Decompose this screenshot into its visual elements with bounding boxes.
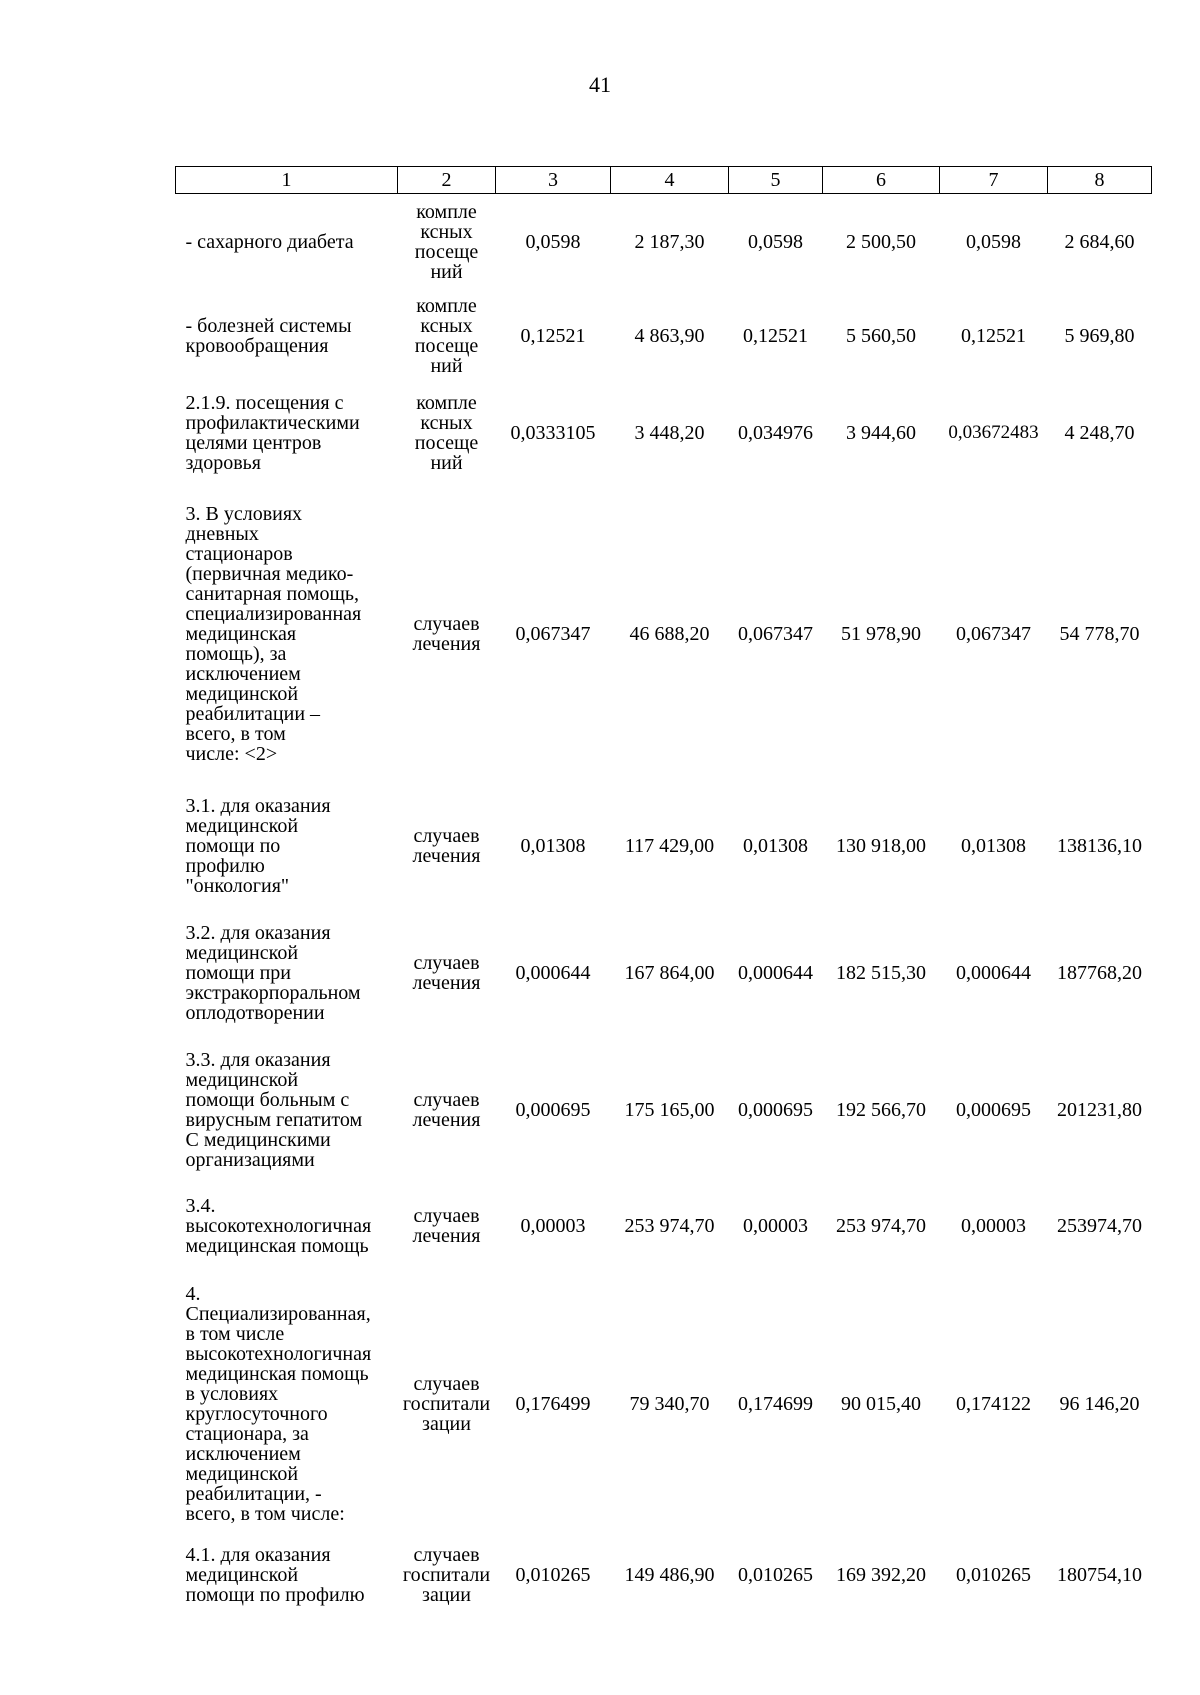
value-cell: 0,000644 — [956, 961, 1031, 984]
value-cell: 0,12521 — [520, 324, 586, 347]
value-cell: 0,0333105 — [510, 421, 596, 444]
value-cell: 0,174122 — [956, 1392, 1031, 1415]
column-header: 1 — [176, 167, 398, 194]
value-cell: 54 778,70 — [1059, 622, 1140, 645]
column-header: 5 — [729, 167, 823, 194]
value-cell: 0,034976 — [738, 421, 813, 444]
value-cell: 0,000695 — [956, 1098, 1031, 1121]
value-cell: 0,010265 — [515, 1563, 591, 1586]
column-header: 6 — [823, 167, 940, 194]
value-cell: 138136,10 — [1057, 835, 1142, 857]
table-row — [176, 1183, 1152, 1269]
unit-cell: компле ксных посеще ний — [414, 200, 479, 283]
column-header: 7 — [940, 167, 1048, 194]
column-header: 8 — [1048, 167, 1152, 194]
row-label: 3.3. для оказания медицинской помощи больным с вирусным гепатитом С медицинскими организациями — [185, 1048, 363, 1171]
unit-cell: компле ксных посеще ний — [414, 294, 479, 377]
row-label: 2.1.9. посещения с профилактическими целями центров здоровья — [185, 391, 360, 474]
header-row — [176, 167, 1152, 194]
value-cell: 0,0598 — [748, 230, 803, 253]
page-number: 41 — [589, 72, 611, 97]
value-cell: 169 392,20 — [836, 1563, 926, 1586]
value-cell: 0,067347 — [956, 622, 1031, 645]
value-cell: 79 340,70 — [629, 1392, 710, 1415]
value-cell: 201231,80 — [1057, 1098, 1142, 1121]
value-cell: 180754,10 — [1057, 1563, 1142, 1586]
value-cell: 253 974,70 — [836, 1214, 926, 1237]
value-cell: 2 500,50 — [846, 230, 916, 253]
value-cell: 3 944,60 — [846, 421, 916, 444]
row-label: 4.1. для оказания медицинской помощи по профилю — [185, 1543, 365, 1606]
value-cell: 4 248,70 — [1064, 421, 1135, 444]
value-cell: 253 974,70 — [624, 1214, 715, 1237]
value-cell: 182 515,30 — [836, 961, 926, 984]
table-row — [176, 484, 1152, 784]
value-cell: 2 187,30 — [634, 230, 705, 253]
value-cell: 192 566,70 — [836, 1098, 926, 1121]
unit-cell: случаев лечения — [412, 1088, 481, 1131]
table-row — [176, 382, 1152, 484]
column-header: 4 — [611, 167, 729, 194]
value-cell: 0,01308 — [743, 835, 808, 857]
value-cell: 167 864,00 — [624, 961, 715, 984]
value-cell: 0,067347 — [515, 622, 591, 645]
value-cell: 4 863,90 — [634, 324, 705, 347]
value-cell: 5 969,80 — [1064, 324, 1135, 347]
unit-cell: случаев госпитали зации — [402, 1372, 491, 1435]
value-cell: 117 429,00 — [624, 835, 715, 857]
value-cell: 0,000644 — [738, 961, 813, 984]
column-header: 3 — [496, 167, 611, 194]
value-cell: 175 165,00 — [624, 1098, 715, 1121]
value-cell: 90 015,40 — [841, 1392, 921, 1415]
table-row — [176, 784, 1152, 909]
value-cell: 0,00003 — [520, 1214, 586, 1237]
table-row — [176, 290, 1152, 382]
value-cell: 2 684,60 — [1064, 230, 1135, 253]
value-cell: 0,000695 — [738, 1098, 813, 1121]
value-cell: 130 918,00 — [836, 835, 926, 857]
value-cell: 253974,70 — [1057, 1214, 1142, 1237]
table-row — [176, 1037, 1152, 1183]
table-row — [176, 1269, 1152, 1539]
table-row — [176, 909, 1152, 1037]
value-cell: 0,010265 — [738, 1563, 813, 1586]
row-label: 4. Специализированная, в том числе высокотехнологичная медицинская помощь в условиях круглосуточного стационара, за исключением медицинской реабилитации, - всего, в том числе: — [185, 1282, 372, 1525]
value-cell: 187768,20 — [1057, 961, 1142, 984]
value-cell: 0,010265 — [956, 1563, 1031, 1586]
value-cell: 149 486,90 — [624, 1563, 715, 1586]
value-cell: 0,067347 — [738, 622, 813, 645]
value-cell: 0,176499 — [515, 1392, 591, 1415]
row-label: 3. В условиях дневных стационаров (первичная медико- санитарная помощь, специализированная медицинская помощь), за исключением медицинской реабилитации – всего, в том числе: <2> — [185, 502, 362, 765]
unit-cell: случаев лечения — [412, 951, 481, 994]
row-label: - болезней системы кровообращения — [185, 314, 352, 357]
row-label: 3.4. высокотехнологичная медицинская помощь — [185, 1194, 372, 1257]
value-cell: 3 448,20 — [634, 421, 705, 444]
value-cell: 0,000644 — [515, 961, 591, 984]
unit-cell: случаев лечения — [412, 825, 481, 867]
value-cell: 0,174699 — [738, 1392, 813, 1415]
value-cell: 0,00003 — [743, 1214, 808, 1237]
unit-cell: случаев лечения — [412, 1204, 481, 1247]
row-label: 3.2. для оказания медицинской помощи при экстракорпоральном оплодотворении — [185, 921, 361, 1024]
unit-cell: случаев госпитали зации — [402, 1543, 491, 1606]
value-cell: 96 146,20 — [1059, 1392, 1140, 1415]
data-table — [175, 166, 1152, 1611]
value-cell: 0,0598 — [525, 230, 581, 253]
column-header: 2 — [398, 167, 496, 194]
row-label: 3.1. для оказания медицинской помощи по профилю "онкология" — [185, 795, 331, 897]
value-cell: 0,01308 — [520, 835, 586, 857]
table-row — [176, 194, 1152, 290]
value-cell: 0,03672483 — [948, 421, 1039, 443]
value-cell: 0,01308 — [961, 835, 1026, 857]
value-cell: 51 978,90 — [841, 622, 921, 645]
value-cell: 0,00003 — [961, 1214, 1026, 1237]
value-cell: 0,0598 — [966, 230, 1021, 253]
table-row — [176, 1539, 1152, 1611]
unit-cell: компле ксных посеще ний — [414, 391, 479, 474]
unit-cell: случаев лечения — [412, 612, 481, 655]
value-cell: 0,000695 — [515, 1098, 591, 1121]
value-cell: 0,12521 — [743, 324, 808, 347]
row-label: - сахарного диабета — [185, 230, 354, 253]
value-cell: 0,12521 — [961, 324, 1026, 347]
value-cell: 46 688,20 — [629, 622, 710, 645]
value-cell: 5 560,50 — [846, 324, 916, 347]
